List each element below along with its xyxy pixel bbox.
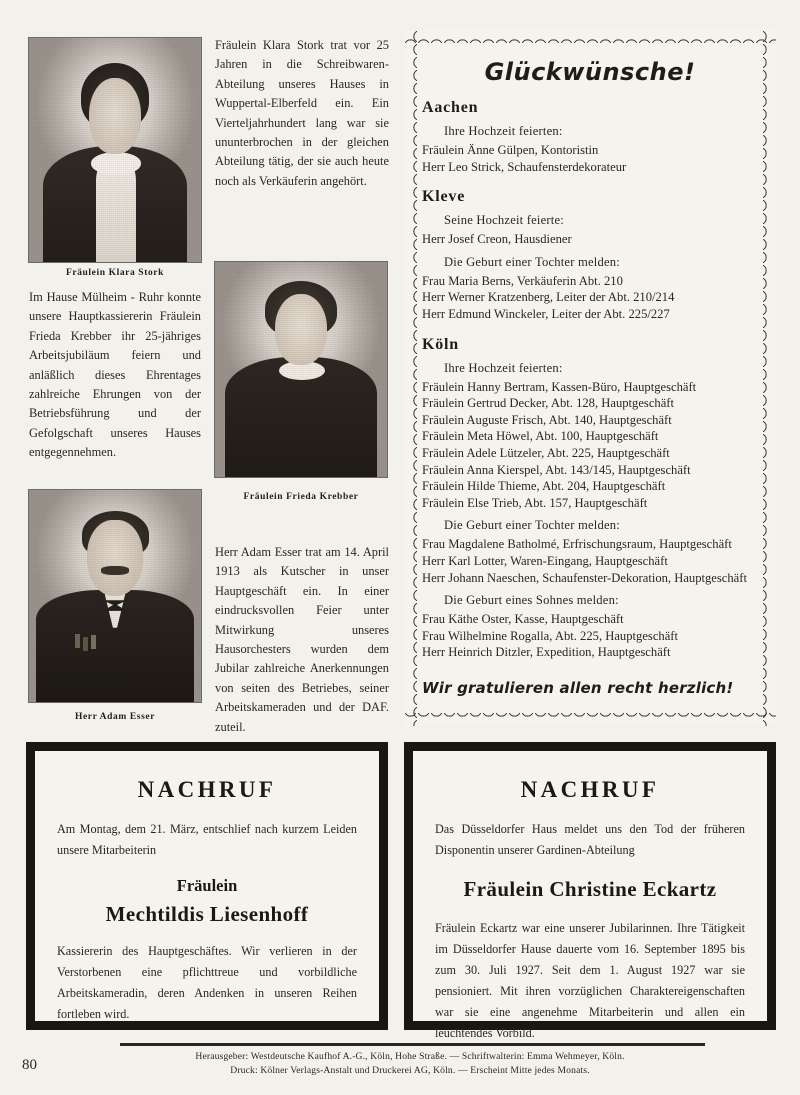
- congratulations-entry: Frau Maria Berns, Verkäuferin Abt. 210: [422, 273, 623, 288]
- article-text-klara-stork: Fräulein Klara Stork trat vor 25 Jahren in die Schreibwaren-Abteilung unseres Hauses in Wuppertal-Elberfeld ein. Ein Vierteljahrhundert lang war sie ununterbrochen in der gleichen Abteilung tätig, der sie auch heute noch als Verkäuferin angehört.: [215, 38, 389, 188]
- photo-caption-adam-esser: Herr Adam Esser: [74, 712, 156, 722]
- portrait-photo-adam-esser: [29, 490, 201, 702]
- congratulations-entry: Fräulein Anna Kierspel, Abt. 143/145, Hauptgeschäft: [422, 462, 691, 477]
- congratulations-entry: Fräulein Else Trieb, Abt. 157, Hauptgeschäft: [422, 495, 648, 510]
- photo-caption-frieda-krebber: Fräulein Frieda Krebber: [243, 492, 359, 502]
- footer-divider: [120, 1043, 705, 1046]
- congratulations-entry: Fräulein Meta Höwel, Abt. 100, Hauptgeschäft: [422, 429, 659, 444]
- congratulations-group-heading: Die Geburt einer Tochter melden:: [444, 254, 620, 269]
- congratulations-entry: Fräulein Auguste Frisch, Abt. 140, Hauptgeschäft: [422, 412, 672, 427]
- congratulations-entry: Herr Heinrich Ditzler, Expedition, Hauptgeschäft: [422, 645, 671, 660]
- congratulations-group-heading: Ihre Hochzeit feierten:: [444, 360, 563, 375]
- obituary-liesenhoff: [26, 742, 388, 1030]
- portrait-photo-frieda-krebber: [215, 262, 387, 477]
- congratulations-entry: Frau Wilhelmine Rogalla, Abt. 225, Hauptgeschäft: [422, 628, 678, 643]
- obituary-body: Kassiererin des Hauptgeschäftes. Wir verlieren in der Verstorbenen eine pflichttreue und vorbildliche Arbeitskameradin, deren Andenken in unseren Reihen fortleben wird.: [57, 944, 357, 1021]
- obituary-eckartz: [404, 742, 776, 1040]
- congratulations-entry: Fräulein Hanny Bertram, Kassen-Büro, Hauptgeschäft: [422, 379, 697, 394]
- rope-border-left-icon: [404, 30, 417, 726]
- congratulations-entry: Herr Johann Naeschen, Schaufenster-Dekoration, Hauptgeschäft: [422, 570, 747, 585]
- congratulations-entry: Fräulein Gertrud Decker, Abt. 128, Hauptgeschäft: [422, 396, 674, 411]
- congratulations-title: Glückwünsche!: [484, 58, 696, 86]
- imprint: [60, 1050, 760, 1077]
- photo-caption-klara-stork: Fräulein Klara Stork: [65, 268, 165, 278]
- rope-border-top-icon: [404, 30, 776, 43]
- congratulations-city-heading: Aachen: [422, 99, 479, 116]
- congratulations-group-heading: Ihre Hochzeit feierten:: [444, 124, 563, 138]
- portrait-photo-klara-stork: [29, 38, 201, 262]
- article-text-frieda-krebber: Im Hause Mülheim - Ruhr konnte unsere Hauptkassiererin Fräulein Frieda Krebber ihr 25-jähriges Arbeitsjubiläum feiern und anläßlich dieses Ehrentages zahlreiche Ehrungen von der Betriebsführung und der Gefolgschaft unseres Hauses entgegennehmen.: [29, 290, 201, 460]
- page-number: 80: [22, 1057, 37, 1073]
- rope-border-right-icon: [763, 30, 776, 726]
- congratulations-entry: Frau Magdalene Batholmé, Erfrischungsraum, Hauptgeschäft: [422, 537, 732, 552]
- obituary-body: Fräulein Eckartz war eine unserer Jubilarinnen. Ihre Tätigkeit im Düsseldorfer Hause dauerte vom 16. September 1895 bis zum 30. Juli 1927. Seit dem 1. August 1927 war sie pensioniert. Mit ihren vorzüglichen Charaktereigenschaften war sie eine angenehme Mitarbeiterin und allen ein leuchtendes Vorbild.: [435, 921, 745, 1040]
- obituary-title: NACHRUF: [137, 777, 277, 802]
- rope-border-bottom-icon: [404, 713, 776, 726]
- photo-halftone-grain: [29, 38, 201, 262]
- photo-halftone-grain: [215, 262, 387, 477]
- congratulations-entry: Herr Edmund Winckeler, Leiter der Abt. 225/227: [422, 306, 670, 321]
- congratulations-entry: Fräulein Änne Gülpen, Kontoristin: [422, 143, 599, 157]
- congratulations-entry: Fräulein Adele Lützeler, Abt. 225, Hauptgeschäft: [422, 445, 670, 460]
- imprint-line-publisher: Herausgeber: Westdeutsche Kaufhof A.-G., Köln, Hohe Straße. — Schriftwalterin: Emma Wehmeyer, Köln.: [195, 1051, 625, 1062]
- congratulations-group-heading: Die Geburt einer Tochter melden:: [444, 518, 620, 533]
- imprint-line-printer: Druck: Kölner Verlags-Anstalt und Druckerei AG, Köln. — Erscheint Mitte jedes Monats.: [230, 1064, 590, 1076]
- obituary-honorific: Fräulein: [176, 876, 238, 895]
- congratulations-city-list: [422, 99, 758, 661]
- congratulations-entry: Frau Käthe Oster, Kasse, Hauptgeschäft: [422, 612, 624, 627]
- obituary-intro: Am Montag, dem 21. März, entschlief nach kurzem Leiden unsere Mitarbeiterin: [57, 822, 357, 857]
- congratulations-city-heading: Kleve: [422, 188, 466, 206]
- congratulations-closing: Wir gratulieren allen recht herzlich!: [422, 678, 734, 697]
- obituary-name: Mechtildis Liesenhoff: [105, 902, 309, 926]
- obituary-name: Fräulein Christine Eckartz: [463, 877, 717, 901]
- congratulations-entry: Herr Leo Strick, Schaufensterdekorateur: [422, 159, 627, 174]
- congratulations-group-heading: Die Geburt eines Sohnes melden:: [444, 593, 619, 608]
- congratulations-box: [404, 30, 776, 726]
- article-text-adam-esser: Herr Adam Esser trat am 14. April 1913 als Kutscher in unser Hauptgeschäft ein. In einer eindrucksvollen Feier unter Mitwirkung unseres Hausorchesters wurden dem Jubilar zahlreiche Anerkennungen von seiten des Betriebes, seiner Arbeitskameraden und der DAF. zuteil.: [215, 545, 389, 734]
- congratulations-entry: Fräulein Hilde Thieme, Abt. 204, Hauptgeschäft: [422, 479, 666, 494]
- congratulations-city-heading: Köln: [422, 335, 459, 353]
- obituary-intro: Das Düsseldorfer Haus meldet uns den Tod der früheren Disponentin unserer Gardinen-Abteilung: [435, 822, 745, 857]
- congratulations-entry: Herr Josef Creon, Hausdiener: [422, 232, 572, 247]
- congratulations-group-heading: Seine Hochzeit feierte:: [444, 213, 564, 228]
- congratulations-entry: Herr Werner Kratzenberg, Leiter der Abt. 210/214: [422, 290, 675, 305]
- congratulations-entry: Herr Karl Lotter, Waren-Eingang, Hauptgeschäft: [422, 553, 668, 568]
- photo-halftone-grain: [29, 490, 201, 702]
- obituary-title: NACHRUF: [520, 777, 660, 802]
